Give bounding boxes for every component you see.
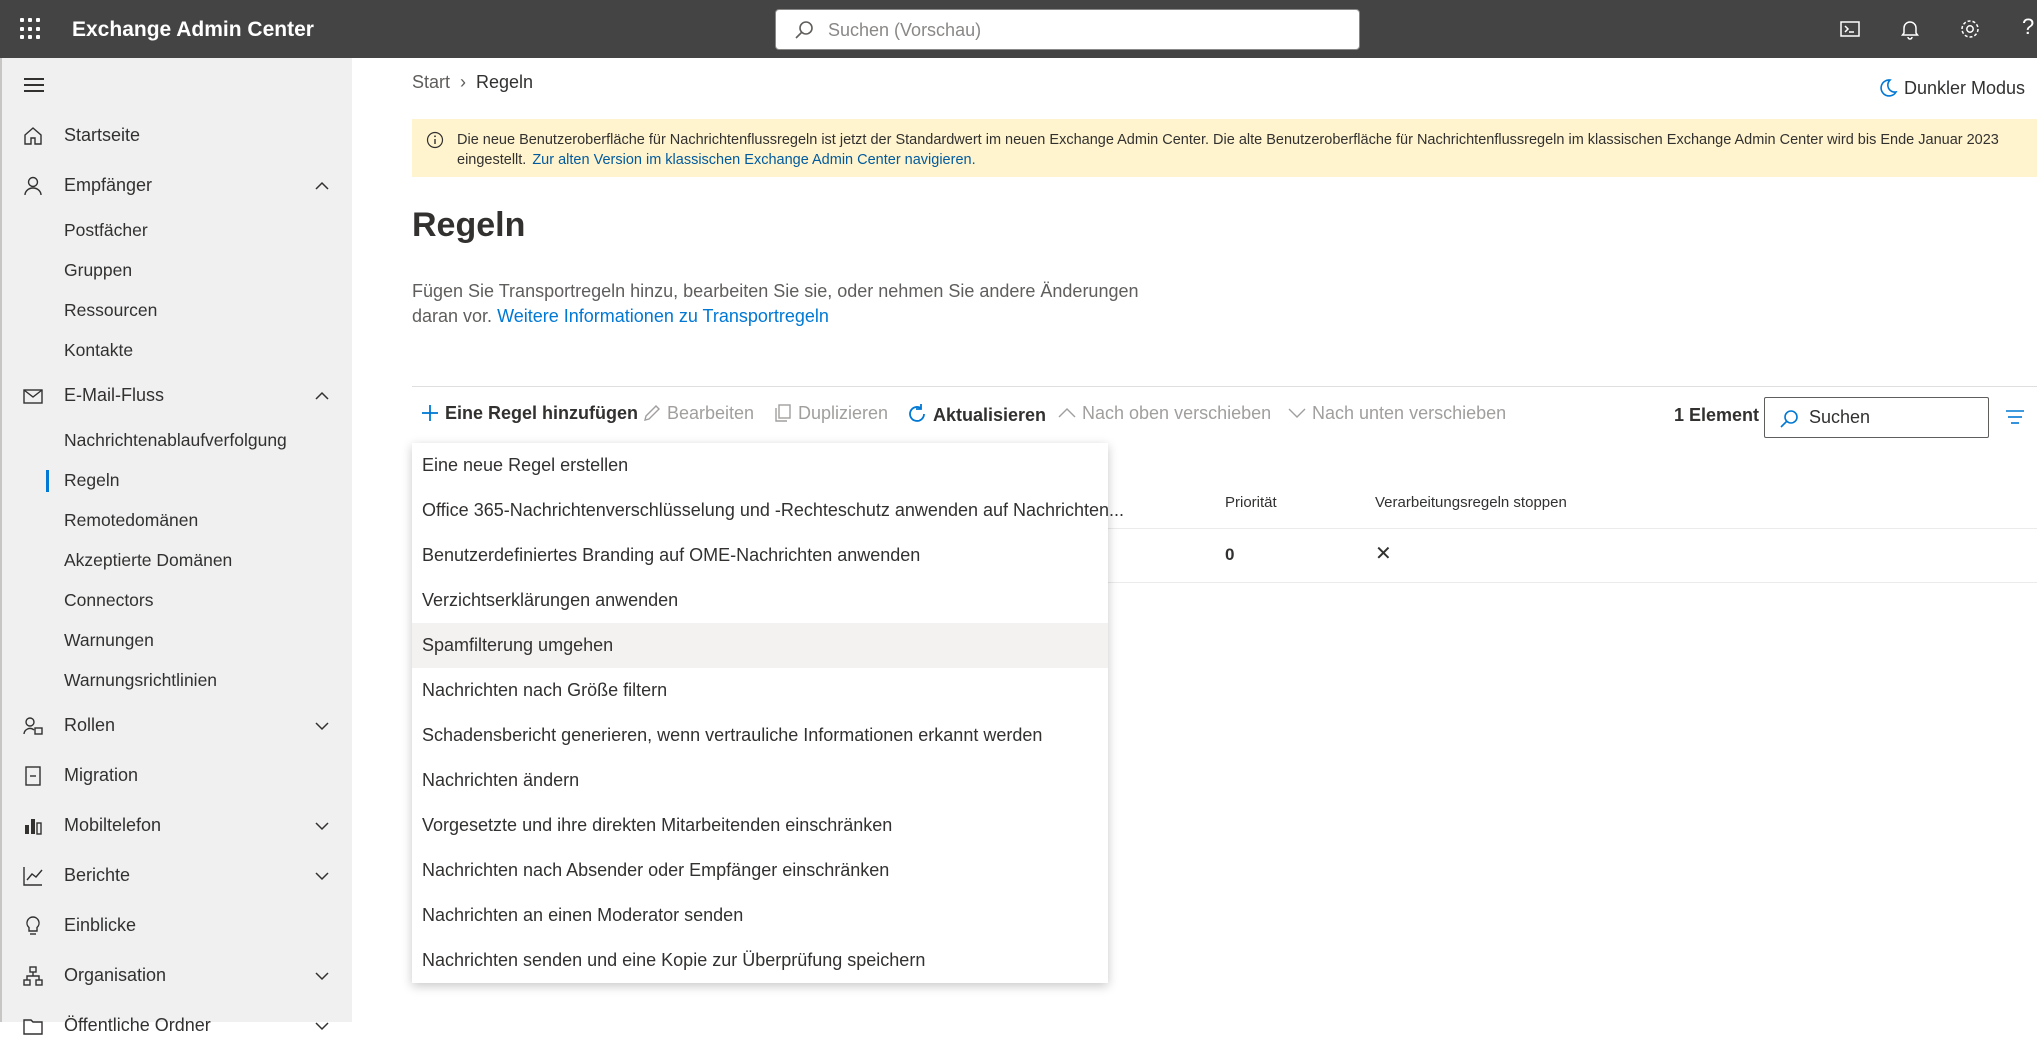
breadcrumb-current: Regeln xyxy=(476,72,534,92)
moon-icon xyxy=(1878,78,1898,98)
dropdown-item[interactable] xyxy=(412,533,1108,578)
sidebar-item-warnungen[interactable] xyxy=(2,622,352,658)
breadcrumb-start[interactable]: Start xyxy=(412,72,451,92)
priority-cell: 0 xyxy=(1225,545,1235,564)
dropdown-item-label: Schadensbericht generieren, wenn vertrauliche Informationen erkannt werden xyxy=(422,725,1043,745)
add-rule-label: Eine Regel hinzufügen xyxy=(445,403,639,423)
dropdown-item-label: Nachrichten ändern xyxy=(422,770,580,790)
org-icon xyxy=(22,965,44,987)
bell-icon[interactable] xyxy=(1898,17,1922,41)
learn-more-link[interactable]: Weitere Informationen zu Transportregeln xyxy=(497,306,829,326)
item-count: 1 Element xyxy=(1674,405,1760,425)
banner-text xyxy=(457,130,2012,170)
top-bar xyxy=(0,0,2037,58)
sidebar-item-label: Rollen xyxy=(64,715,116,735)
chevron-down-icon[interactable] xyxy=(314,968,330,984)
sidebar-item-rollen[interactable] xyxy=(2,706,352,746)
sidebar-item-oeffentliche-ordner[interactable] xyxy=(2,1006,352,1046)
dropdown-item[interactable] xyxy=(412,443,1108,488)
sidebar-item-organisation[interactable] xyxy=(2,956,352,996)
sidebar-item-label: Remotedomänen xyxy=(64,510,199,530)
dropdown-item[interactable] xyxy=(412,893,1108,938)
dropdown-item-label: Nachrichten senden und eine Kopie zur Überprüfung speichern xyxy=(422,950,926,970)
sidebar-item-label: Regeln xyxy=(64,470,120,490)
chart-icon xyxy=(22,865,44,887)
global-search[interactable] xyxy=(775,9,1360,50)
sidebar-item-empfaenger[interactable] xyxy=(2,166,352,206)
chevron-up-icon[interactable] xyxy=(314,388,330,404)
sidebar-item-akzeptierte-domaenen[interactable] xyxy=(2,542,352,578)
sidebar-item-connectors[interactable] xyxy=(2,582,352,618)
home-icon xyxy=(22,125,44,147)
close-icon: ✕ xyxy=(1375,543,1392,565)
dropdown-item[interactable] xyxy=(412,623,1108,668)
plus-icon xyxy=(420,403,440,423)
breadcrumb xyxy=(412,72,533,93)
mobile-icon xyxy=(22,815,44,837)
move-down-label: Nach unten verschieben xyxy=(1312,403,1507,423)
refresh-button[interactable] xyxy=(906,403,1046,433)
dropdown-item-label: Benutzerdefiniertes Branding auf OME-Nachrichten anwenden xyxy=(422,545,921,565)
sidebar-item-label: Warnungen xyxy=(64,630,154,650)
sidebar-item-label: Akzeptierte Domänen xyxy=(64,550,233,570)
dropdown-item[interactable] xyxy=(412,488,1125,533)
app-title[interactable]: Exchange Admin Center xyxy=(72,18,314,41)
dropdown-item[interactable] xyxy=(412,578,1108,623)
sidebar-item-mobiltelefon[interactable] xyxy=(2,806,352,846)
column-header-stop-processing[interactable]: Verarbeitungsregeln stoppen xyxy=(1375,494,1567,511)
move-up-label: Nach oben verschieben xyxy=(1082,403,1272,423)
sidebar-item-warnungsrichtlinien[interactable] xyxy=(2,662,352,698)
chevron-down-icon[interactable] xyxy=(314,1018,330,1034)
folder-icon xyxy=(22,1015,44,1037)
roles-icon xyxy=(22,715,44,737)
sidebar-item-label: Kontakte xyxy=(64,340,134,360)
sidebar-item-label: Migration xyxy=(64,765,139,785)
help-icon[interactable]: ? xyxy=(2022,14,2035,39)
dropdown-item[interactable] xyxy=(412,803,1108,848)
sidebar-item-label: Gruppen xyxy=(64,260,133,280)
sidebar-item-label: Berichte xyxy=(64,865,131,885)
page-title: Regeln xyxy=(412,206,526,244)
sidebar-item-ressourcen[interactable] xyxy=(2,292,352,328)
sidebar-item-migration[interactable] xyxy=(2,756,352,796)
list-search[interactable] xyxy=(1764,397,1989,438)
info-banner xyxy=(412,119,2037,177)
dropdown-item-label: Nachrichten an einen Moderator senden xyxy=(422,905,744,925)
move-up-button[interactable] xyxy=(1057,403,1271,433)
dropdown-item-label: Nachrichten nach Absender oder Empfänger einschränken xyxy=(422,860,890,880)
sidebar-item-berichte[interactable] xyxy=(2,856,352,896)
add-rule-button[interactable] xyxy=(420,403,638,433)
dropdown-item[interactable] xyxy=(412,713,1108,758)
dropdown-item[interactable] xyxy=(412,758,1108,803)
sidebar-item-label: E-Mail-Fluss xyxy=(64,385,165,405)
app-launcher-icon[interactable] xyxy=(20,18,42,40)
chevron-up-icon xyxy=(1057,403,1077,423)
edit-label: Bearbeiten xyxy=(667,403,755,423)
global-search-input[interactable] xyxy=(828,18,1328,42)
dropdown-item-label: Nachrichten nach Größe filtern xyxy=(422,680,668,700)
sidebar-item-postfaecher[interactable] xyxy=(2,212,352,248)
sidebar-item-label: Postfächer xyxy=(64,220,148,240)
info-icon xyxy=(426,131,444,149)
dropdown-item[interactable] xyxy=(412,938,1108,983)
move-down-button[interactable] xyxy=(1287,403,1506,433)
sidebar-item-label: Öffentliche Ordner xyxy=(64,1015,211,1035)
sidebar-item-regeln[interactable] xyxy=(2,462,352,498)
chevron-down-icon[interactable] xyxy=(314,818,330,834)
sidebar-item-label: Organisation xyxy=(64,965,167,985)
duplicate-label: Duplizieren xyxy=(798,403,889,423)
chevron-up-icon[interactable] xyxy=(314,178,330,194)
sidebar-item-label: Mobiltelefon xyxy=(64,815,162,835)
edit-button[interactable] xyxy=(642,403,754,433)
sidebar-item-nachrichtenablaufverfolgung[interactable] xyxy=(2,422,352,458)
list-search-input[interactable] xyxy=(1809,407,1979,428)
refresh-icon xyxy=(906,403,928,425)
mail-icon xyxy=(22,385,44,407)
banner-message: Die neue Benutzeroberfläche für Nachrichtenflussregeln ist jetzt der Standardwert im neuen Exchange Admin Center. Die alte Benutzeroberfläche für Nachrichtenflussregeln im klassischen Exchange Admin Center wird bis Ende Januar 2023 eingestellt. xyxy=(457,132,1999,168)
dropdown-item-label: Eine neue Regel erstellen xyxy=(422,455,629,475)
sidebar-item-label: Warnungsrichtlinien xyxy=(64,670,218,690)
gear-icon[interactable] xyxy=(1958,17,1982,41)
dropdown-item-label: Vorgesetzte und ihre direkten Mitarbeitenden einschränken xyxy=(422,815,893,835)
dropdown-item-label: Office 365-Nachrichtenverschlüsselung und -Rechteschutz anwenden auf Nachrichten... xyxy=(422,500,1125,520)
sidebar-item-label: Connectors xyxy=(64,590,154,610)
person-icon xyxy=(22,175,44,197)
add-rule-dropdown xyxy=(412,443,1125,983)
migration-icon xyxy=(22,765,44,787)
sidebar-item-remotedomaenen[interactable] xyxy=(2,502,352,538)
search-icon xyxy=(1779,409,1799,429)
filter-list-icon[interactable] xyxy=(2004,408,2026,426)
divider xyxy=(412,386,2037,387)
sidebar-item-label: Startseite xyxy=(64,125,141,145)
duplicate-button[interactable] xyxy=(773,403,888,433)
refresh-label: Aktualisieren xyxy=(933,405,1047,425)
sidebar-item-kontakte[interactable] xyxy=(2,332,352,368)
sidebar-item-gruppen[interactable] xyxy=(2,252,352,288)
chevron-right-icon: › xyxy=(460,72,467,92)
dropdown-item[interactable] xyxy=(412,848,1108,893)
chevron-down-icon[interactable] xyxy=(314,718,330,734)
lightbulb-icon xyxy=(22,915,44,937)
sidebar-item-label: Ressourcen xyxy=(64,300,158,320)
sidebar-item-startseite[interactable] xyxy=(2,116,352,156)
chevron-down-icon xyxy=(1287,403,1307,423)
dark-mode-label: Dunkler Modus xyxy=(1904,78,2026,98)
search-icon xyxy=(794,20,814,40)
dark-mode-toggle[interactable] xyxy=(1878,78,2025,99)
sidebar-item-email-fluss[interactable] xyxy=(2,376,352,416)
copy-icon xyxy=(773,403,793,423)
sidebar-item-einblicke[interactable] xyxy=(2,906,352,946)
column-header-priority[interactable]: Priorität xyxy=(1225,494,1277,511)
terminal-icon[interactable] xyxy=(1838,17,1862,41)
description-text: Fügen Sie Transportregeln hinzu, bearbeiten Sie sie, oder nehmen Sie andere Änderungen daran vor. xyxy=(412,281,1139,326)
classic-version-link[interactable]: Zur alten Version im klassischen Exchange Admin Center navigieren. xyxy=(532,152,976,168)
pencil-icon xyxy=(642,403,662,423)
hamburger-menu-icon[interactable] xyxy=(24,78,44,92)
page-description xyxy=(412,279,1172,329)
sidebar xyxy=(0,58,352,1035)
sidebar-item-label: Nachrichtenablaufverfolgung xyxy=(64,430,287,450)
sidebar-item-label: Empfänger xyxy=(64,175,153,195)
dropdown-item-label: Spamfilterung umgehen xyxy=(422,635,614,655)
dropdown-item-label: Verzichtserklärungen anwenden xyxy=(422,590,679,610)
chevron-down-icon[interactable] xyxy=(314,868,330,884)
dropdown-item[interactable] xyxy=(412,668,1108,713)
sidebar-item-label: Einblicke xyxy=(64,915,137,935)
